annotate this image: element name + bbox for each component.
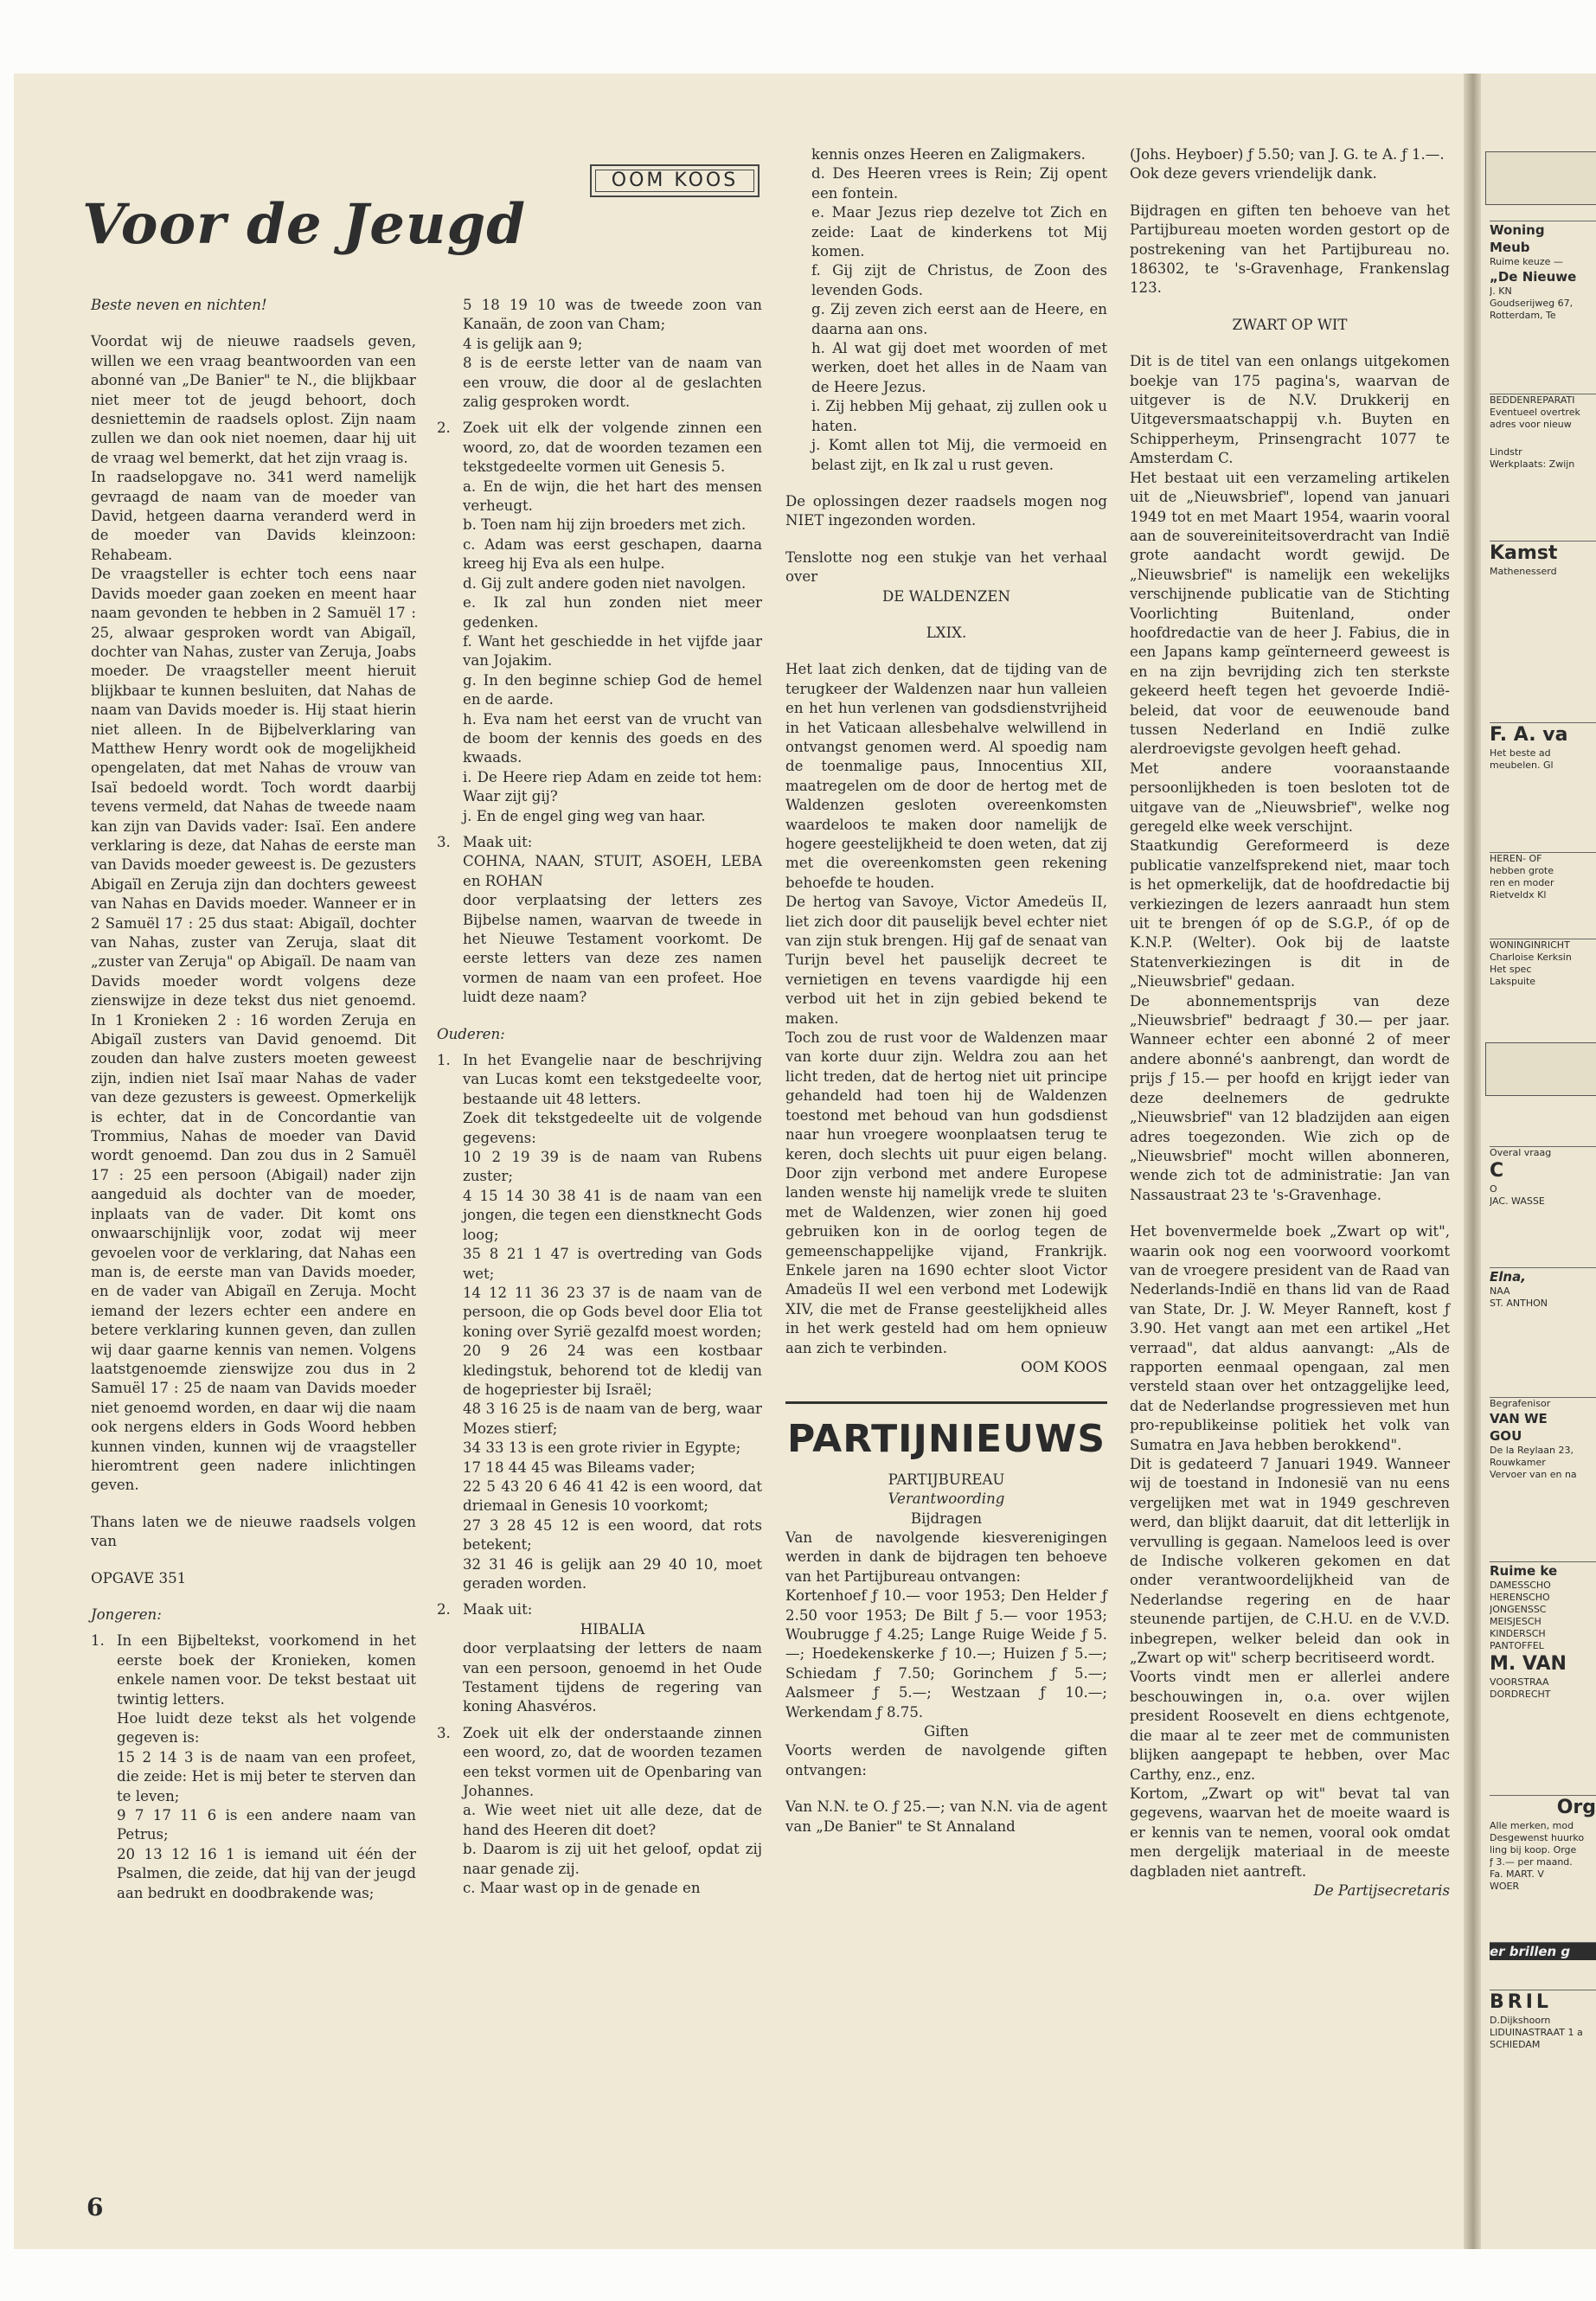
item-text: Maak uit:: [463, 833, 533, 850]
ad-line: ƒ 3.— per maand.: [1490, 1856, 1573, 1868]
ad-line: Alle merken, mod: [1490, 1820, 1574, 1831]
paragraph: Van de navolgende kiesverenigingen werden in dank de bijdragen ten behoeve van het Partijbureau ontvangen:: [785, 1529, 1107, 1585]
item-number: 2.: [437, 1601, 451, 1618]
ad-line: Eventueel overtrek: [1490, 407, 1580, 418]
item-number: 1.: [91, 1632, 105, 1650]
clue-line: 32 31 46 is gelijk aan 29 40 10, moet geraden worden.: [463, 1555, 762, 1592]
clue-line: 35 8 21 1 47 is overtreding van Gods wet;: [463, 1246, 762, 1282]
ad-line: BRIL: [1490, 1991, 1552, 2013]
ad-line: VOORSTRAA: [1490, 1676, 1549, 1688]
column-4: [1130, 145, 1450, 1900]
riddle-item: [437, 1600, 762, 1619]
ad-line: Lakspuite: [1490, 976, 1536, 987]
ad-line: Goudserijweg 67,: [1490, 298, 1574, 309]
clue-line: i. De Heere riep Adam en zeide tot hem: Waar zijt gij?: [463, 768, 762, 805]
ad-line: HERENSCHO: [1490, 1592, 1550, 1603]
ad-line: JONGENSSC: [1490, 1604, 1547, 1615]
clue-line: c. Maar wast op in de genade en: [463, 1880, 701, 1897]
ad-line: Ruime keuze —: [1490, 256, 1563, 267]
ad-line: Meub: [1490, 240, 1530, 255]
clue-line: 8 is de eerste letter van de naam van een vrouw, die door al de geslachten zalig gesproken wordt.: [463, 355, 762, 411]
section-subtitle: ZWART OP WIT: [1232, 316, 1348, 333]
ad-line: NAA: [1490, 1285, 1510, 1297]
ad-line: Woning: [1490, 222, 1545, 238]
clue-line: kennis onzes Heeren en Zaligmakers.: [811, 146, 1086, 163]
clue-line: 27 3 28 45 12 is een woord, dat rots betekent;: [463, 1516, 762, 1554]
ad-block: [1490, 394, 1596, 471]
paragraph: In raadselopgave no. 341 werd namelijk gevraagd de naam van de moeder van David, hetgeen daarna veranderd werd in de moeder van Davids kleinzoon: Rehabeam.: [91, 469, 416, 563]
paragraph: Met andere vooraanstaande persoonlijkheden is toen besloten tot de uitgave van de „Nieuwsbrief", welke nog geregeld elke week verschijnt.: [1130, 760, 1450, 835]
clue-line: e. Ik zal hun zonden niet meer gedenken.: [463, 594, 762, 631]
clue-line: e. Maar Jezus riep dezelve tot Zich en zeide: Laat de kinderkens tot Mij komen.: [811, 204, 1107, 260]
ad-line: hebben grote: [1490, 865, 1554, 876]
ad-line: LIDUINASTRAAT 1 a: [1490, 2027, 1583, 2038]
ad-line: Werkplaats: Zwijn: [1490, 458, 1575, 470]
ad-line: Charloise Kerksin: [1490, 952, 1572, 963]
paragraph: Van N.N. te O. ƒ 25.—; van N.N. via de agent van „De Banier" te St Annaland: [785, 1798, 1107, 1835]
ad-line: Desgewenst huurko: [1490, 1832, 1585, 1843]
clue-line: 22 5 43 20 6 46 41 42 is een woord, dat driemaal in Genesis 10 voorkomt;: [463, 1477, 762, 1515]
item-question: Zoek dit tekstgedeelte uit de volgende gegevens:: [463, 1110, 762, 1146]
clue-line: g. In den beginne schiep God de hemel en de aarde.: [463, 671, 762, 708]
story-intro: Tenslotte nog een stukje van het verhaal over: [785, 548, 1107, 586]
item-text: Zoek uit elk der volgende zinnen een woord, zo, dat de woorden tezamen een tekstgedeelte vormen uit Genesis 5.: [463, 420, 762, 476]
signature: OOM KOOS: [1021, 1358, 1107, 1375]
riddle-item: [437, 419, 762, 477]
clue-line: j. En de engel ging weg van haar.: [463, 807, 706, 824]
ad-line: Begrafenisor: [1490, 1398, 1551, 1409]
ad-line: MEISJESCH: [1490, 1616, 1542, 1627]
ad-line: adres voor nieuw: [1490, 419, 1572, 430]
clue-line: 5 18 19 10 was de tweede zoon van Kanaän, de zoon van Cham;: [463, 297, 762, 333]
clue-line: 20 9 26 24 was een kostbaar kledingstuk, behorend tot de kledij van de hogepriester bij Israël;: [463, 1343, 762, 1398]
section-subtitle: Giften: [924, 1723, 969, 1740]
ad-block: [1490, 1942, 1596, 1960]
column-1: [91, 296, 416, 1903]
ad-box: [1485, 1042, 1596, 1096]
clue-line: f. Gij zijt de Christus, de Zoon des levenden Gods.: [811, 262, 1107, 298]
paragraph: Thans laten we de nieuwe raadsels volgen van: [91, 1513, 416, 1550]
clue-line: g. Zij zeven zich eerst aan de Heere, en daarna aan ons.: [811, 301, 1107, 337]
ad-line: Rouwkamer: [1490, 1457, 1546, 1468]
ad-block: [1490, 1795, 1596, 1893]
item-question: Hoe luidt deze tekst als het volgende gegeven is:: [117, 1710, 416, 1747]
ad-block: [1490, 541, 1596, 578]
clue-line: c. Adam was eerst geschapen, daarna kreeg hij Eva als een hulpe.: [463, 535, 762, 573]
paragraph: Het laat zich denken, dat de tijding van de terugkeer der Waldenzen naar hun valleien en het hun verlenen van godsdienstvrijheid in het Vaticaan allesbehalve welwillend in ontvangst genomen werd. Al spoedig nam de toenmalige paus, Innocentius XII, maatregelen om de door de hertog met de Waldenzen gesloten overeenkomsten waardeloos te maken door namelijk de hogere geestelijkheid te doen weten, dat zij met die overeenkomsten geen rekening behoefde te houden.: [785, 661, 1107, 891]
paragraph: Voorts werden de navolgende giften ontvangen:: [785, 1742, 1107, 1779]
ad-line: „De Nieuwe: [1490, 269, 1577, 285]
ouderen-label: Ouderen:: [437, 1025, 505, 1042]
section-divider: [785, 1401, 1107, 1404]
clue-line: 17 18 44 45 was Bileams vader;: [463, 1458, 695, 1476]
ad-line: O: [1490, 1183, 1497, 1195]
clue-line: 20 13 12 16 1 is iemand uit één der Psalmen, die zeide, dat hij van der jeugd aan bedrukt en doodbrakende was;: [117, 1845, 416, 1901]
ad-line: VAN WE: [1490, 1411, 1548, 1426]
riddle-item: [91, 1631, 416, 1709]
page-number: 6: [87, 2193, 104, 2221]
paragraph: Bijdragen en giften ten behoeve van het Partijbureau moeten worden gestort op de postrekening van het Partijbureau no. 186302, te 's-Gravenhage, Frankenslag 123.: [1130, 202, 1450, 297]
oom-koos-badge: OOM KOOS: [590, 164, 760, 197]
clue-line: 4 is gelijk aan 9;: [463, 335, 583, 352]
clue-line: d. Des Heeren vrees is Rein; Zij opent een fontein.: [811, 165, 1107, 202]
paragraph: Dit is gedateerd 7 Januari 1949. Wanneer wij de toestand in Indonesië van nu eens vergelijken met wat in 1949 geschreven werd, dan blijkt daaruit, dat dit letterlijk in vervulling is gegaan. Nameloos leed is over de Indische volkeren gekomen en dat onder verantwoordelijkheid van de Nederlandse regering en de haar steunende partijen, de C.H.U. en de V.V.D. inbegrepen, welker beleid dan ook in „Zwart op wit" scherp becritiseerd wordt.: [1130, 1456, 1450, 1667]
section-subtitle: Bijdragen: [910, 1509, 983, 1527]
riddle-item: [437, 1724, 762, 1802]
clue-line: door verplaatsing der letters zes Bijbelse namen, waarvan de tweede in het Nieuwe Testament voorkomt. De eerste letters van deze zes namen vormen de naam van een profeet. Hoe luidt deze naam?: [463, 892, 762, 1006]
ad-line: Kamst: [1490, 542, 1558, 564]
ad-line: BEDDENREPARATI: [1490, 394, 1575, 406]
ad-block: [1490, 221, 1596, 322]
ad-line: Mathenesserd: [1490, 566, 1557, 577]
clue-line: h. Al wat gij doet met woorden of met werken, doet het alles in de Naam van de Heere Jezus.: [811, 340, 1107, 395]
jongeren-label: Jongeren:: [91, 1606, 162, 1623]
paragraph: (Johs. Heyboer) ƒ 5.50; van J. G. te A. ƒ 1.—.: [1130, 146, 1445, 163]
clue-line: j. Komt allen tot Mij, die vermoeid en belast zijt, en Ik zal u rust geven.: [811, 437, 1107, 473]
ad-line: J. KN: [1490, 285, 1512, 297]
clue-line: b. Daarom is zij uit het geloof, opdat zij naar genade zij.: [463, 1841, 762, 1877]
section-subtitle: Verantwoording: [888, 1490, 1005, 1508]
ad-line: SCHIEDAM: [1490, 2039, 1541, 2050]
column-2: [437, 296, 762, 1899]
item-text: In het Evangelie naar de beschrijving van Lucas komt een tekstgedeelte voor, bestaande uit 48 letters.: [463, 1052, 762, 1107]
ad-line: F. A. va: [1490, 724, 1568, 746]
riddle-words: HIBALIA: [580, 1620, 645, 1638]
ad-line: De la Reylaan 23,: [1490, 1445, 1574, 1456]
ad-line: ST. ANTHON: [1490, 1298, 1548, 1309]
paragraph: Dit is de titel van een onlangs uitgekomen boekje van 175 pagina's, waarvan de uitgever is de N.V. Drukkerij en Uitgeversmaatschappij v.h. Buyten en Schipperheym, Prinsengracht 1077 te Amsterdam C.: [1130, 353, 1450, 467]
item-number: 1.: [437, 1052, 451, 1069]
ad-block: [1490, 1990, 1596, 2051]
section-title: PARTIJNIEUWS: [786, 1417, 1106, 1462]
clue-line: 4 15 14 30 38 41 is de naam van een jongen, die tegen een dienstknecht Gods loog;: [463, 1187, 762, 1243]
paragraph: Staatkundig Gereformeerd is deze publicatie vanzelfsprekend niet, maar toch is het opmerkelijk, dat de hoofdredactie bij verkiezingen de lezers aanraadt hun stem uit te brengen óf op de S.G.P., óf op de K.N.P. (Welter). Ook bij de laatste Statenverkiezingen is dit in de „Nieuwsbrief" gedaan.: [1130, 837, 1450, 990]
clue-line: 34 33 13 is een grote rivier in Egypte;: [463, 1439, 741, 1457]
ad-line: Vervoer van en na: [1490, 1469, 1577, 1480]
ad-block: [1490, 1267, 1596, 1310]
paragraph: Kortenhoef ƒ 10.— voor 1953; Den Helder ƒ 2.50 voor 1953; De Bilt ƒ 5.— voor 1953; Woubrugge ƒ 4.25; Lange Ruige Weide ƒ 5.—; Hoedekenskerke ƒ 10.—; Huizen ƒ 5.—; Schiedam ƒ 7.50; Gorinchem ƒ 5.—; Aalsmeer ƒ 5.—; Westzaan ƒ 10.—; Werkendam ƒ 8.75.: [785, 1587, 1107, 1721]
opgave-heading: OPGAVE 351: [91, 1569, 187, 1586]
paragraph: Voordat wij de nieuwe raadsels geven, willen we een vraag beantwoorden van een abonné van „De Banier" te N., die blijkbaar niet meer tot de jeugd behoort, doch desniettemin de raadsels oplost. Zijn naam zullen we dan ook niet noemen, daar hij uit de vraag wel bemerkt, dat het zijn vraag is.: [91, 333, 416, 466]
ad-line: GOU: [1490, 1428, 1522, 1444]
paragraph: De abonnementsprijs van deze „Nieuwsbrief" bedraagt ƒ 30.— per jaar. Wanneer echter een abonné 2 of meer andere abonné's aanbrengt, dan wordt de prijs ƒ 15.— per hoofd en krijgt ieder van deze deelnemers de gedrukte „Nieuwsbrief" van 12 bladzijden aan eigen adres toegezonden. Wie zich op de „Nieuwsbrief" mocht willen abonneren, wende zich tot de administratie: Jan van Nassaustraat 23 te 's-Gravenhage.: [1130, 992, 1450, 1203]
item-number: 2.: [437, 420, 451, 437]
paragraph: Voorts vindt men er allerlei andere beschouwingen in, o.a. over wijlen president Roosevelt en diens echtgenote, die maar al te zeer met de communisten blijken aangepapt te hebben, over Mac Carthy, enz., enz.: [1130, 1669, 1450, 1783]
ad-line: Rietveldx Kl: [1490, 889, 1547, 901]
item-number: 3.: [437, 1724, 451, 1741]
ad-line: JAC. WASSE: [1490, 1195, 1545, 1207]
ad-line: Lindstr: [1490, 446, 1522, 458]
paragraph: Het bestaat uit een verzameling artikelen uit de „Nieuwsbrief", lopend van januari 1949 tot en met Maart 1954, waarin vooral aan de souvereiniteitsoverdracht van Indië grote aandacht wordt gewijd. De „Nieuwsbrief" is namelijk een wekelijks verschijnende publicatie van de Stichting Voorlichting Buitenland, onder hoofdredactie van de heer J. Fabius, die in een Japans kamp geïnterneerd geweest is en na zijn bevrijding zich ten sterkste gekeerd heeft tegen het gevoerde Indië-beleid, dat voor de eeuwenoude band tussen Nederland en Indië zulke alerdroevigste gevolgen heeft gehad.: [1130, 469, 1450, 758]
ad-line: Het spec: [1490, 964, 1532, 975]
ad-block: [1490, 722, 1596, 772]
item-number: 3.: [437, 833, 451, 850]
greeting: Beste neven en nichten!: [91, 297, 267, 313]
ad-line: Rotterdam, Te: [1490, 310, 1556, 321]
ad-block: [1490, 939, 1596, 988]
ad-line: PANTOFFEL: [1490, 1640, 1544, 1651]
ad-line: C: [1490, 1160, 1504, 1182]
story-chapter: LXIX.: [926, 624, 967, 641]
clue-line: 10 2 19 39 is de naam van Rubens zuster;: [463, 1149, 762, 1185]
ad-line: ling bij koop. Orge: [1490, 1844, 1577, 1856]
ad-block: [1490, 1397, 1596, 1481]
ad-line: er brillen g: [1490, 1944, 1571, 1959]
ad-box: [1485, 151, 1596, 205]
paragraph: De hertog van Savoye, Victor Amedeüs II, liet zich door dit pauselijk bevel echter niet van zijn stuk brengen. Hij gaf de senaat van Turijn bevel het pauselijk decreet te vernietigen en tevens vaardigde hij een verbod uit het in zijn gebied bekend te maken.: [785, 894, 1107, 1027]
adjacent-page: [1481, 74, 1596, 2249]
solutions-note: De oplossingen dezer raadsels mogen nog NIET ingezonden worden.: [785, 492, 1107, 529]
paragraph: Kortom, „Zwart op wit" bevat tal van gegevens, waarvan het de moeite waard is er kennis van te nemen, vooral ook omdat men dergelijk materiaal in de meeste dagbladen niet aantreft.: [1130, 1785, 1450, 1880]
clue-line: 48 3 16 25 is de naam van de berg, waar Mozes stierf;: [463, 1400, 762, 1437]
ad-block: [1490, 1561, 1596, 1701]
signature: De Partijsecretaris: [1313, 1881, 1450, 1899]
ad-line: Het beste ad: [1490, 747, 1551, 759]
ad-line: meubelen. Gl: [1490, 760, 1554, 771]
paragraph: Toch zou de rust voor de Waldenzen maar van korte duur zijn. Weldra zou aan het licht treden, dat de hertog niet uit principe gehandeld had toen hij de Waldenzen toestond met behoud van hun godsdienst naar hun vroegere woonplaatsen terug te keren, doch slechts uit puur eigen belang. Door zijn verbond met andere Europese landen wenste hij namelijk vrede te sluiten met de Waldenzen, wier zonen hij goed gebruiken kon in de oorlog tegen de gemeenschappelijke vijand, Frankrijk. Enkele jaren na 1690 echter sloot Victor Amadeüs II wel een verbond met Lodewijk XIV, die met de Franse geestelijkheid alles in het werk gesteld had om hem opnieuw aan zich te verbinden.: [785, 1029, 1107, 1356]
paragraph: Het bovenvermelde boek „Zwart op wit", waarin ook nog een voorwoord voorkomt van de vroegere president van de Raad van Nederlands-Indië en thans lid van de Raad van State, Dr. J. W. Meyer Ranneft, kost ƒ 3.90. Het vangt aan met een artikel „Het verraad", dat aldus aanvangt: „Als de rapporten eenmaal opengaan, zal men versteld staan over het ontzaggelijke leed, dat de Nederlandse progressieven met hun pro-republikeinse politiek het volk van Sumatra en Java hebben berokkend".: [1130, 1223, 1450, 1453]
ad-line: Overal vraag: [1490, 1147, 1552, 1158]
paragraph: Ook deze gevers vriendelijk dank.: [1130, 165, 1377, 183]
ad-line: WOER: [1490, 1881, 1520, 1892]
item-text: In een Bijbeltekst, voorkomend in het eerste boek der Kronieken, komen enkele namen voor. De tekst bestaat uit twintig letters.: [117, 1632, 416, 1708]
clue-line: a. En de wijn, die het hart des mensen verheugt.: [463, 478, 762, 515]
clue-line: door verplaatsing der letters de naam van een persoon, genoemd in het Oude Testament tijdens de regering van koning Ahasvéros.: [463, 1640, 762, 1715]
ad-line: D.Dijkshoorn: [1490, 2015, 1551, 2026]
column-3: [785, 145, 1107, 1836]
ad-line: Fa. MART. V: [1490, 1868, 1544, 1880]
ad-line: Ruime ke: [1490, 1563, 1558, 1579]
clue-line: b. Toen nam hij zijn broeders met zich.: [463, 516, 747, 534]
ad-block: [1490, 852, 1596, 901]
story-title: DE WALDENZEN: [881, 587, 1011, 605]
clue-line: a. Wie weet niet uit alle deze, dat de hand des Heeren dit doet?: [463, 1802, 762, 1838]
riddle-item: [437, 833, 762, 852]
ad-line: Elna,: [1490, 1269, 1526, 1285]
section-subtitle: PARTIJBUREAU: [888, 1471, 1005, 1488]
clue-line: d. Gij zult andere goden niet navolgen.: [463, 574, 747, 592]
ad-line: M. VAN: [1490, 1653, 1567, 1675]
riddle-item: [437, 1051, 762, 1109]
page-title: Voor de Jeugd: [82, 192, 526, 257]
ad-line: DORDRECHT: [1490, 1689, 1551, 1700]
ad-line: ren en moder: [1490, 877, 1554, 888]
clue-line: i. Zij hebben Mij gehaat, zij zullen ook u haten.: [811, 398, 1107, 434]
page-fold: [1464, 74, 1483, 2249]
ad-block: [1490, 1146, 1596, 1208]
ad-line: KINDERSCH: [1490, 1628, 1546, 1639]
ad-line: WONINGINRICHT: [1490, 939, 1570, 951]
item-text: Zoek uit elk der onderstaande zinnen een woord, zo, dat de woorden tezamen een tekst vormen uit de Openbaring van Johannes.: [463, 1724, 762, 1800]
ad-line: Org: [1556, 1797, 1596, 1818]
clue-line: h. Eva nam het eerst van de vrucht van de boom der kennis des goeds en des kwaads.: [463, 710, 762, 766]
clue-line: f. Want het geschiedde in het vijfde jaar van Jojakim.: [463, 632, 762, 670]
paragraph: De vraagsteller is echter toch eens naar Davids moeder gaan zoeken en meent haar naam gevonden te hebben in 2 Samuël 17 : 25, alwaar gesproken wordt van Abigaïl, dochter van Nahas, zuster van Zeruja, Joabs moeder. De vraagsteller meent hieruit blijkbaar te kunnen besluiten, dat Nahas de naam van Davids moeder is. Hij staat hierin niet alleen. In de Bijbelverklaring van Matthew Henry wordt ook de mogelijkheid opengelaten, dat met Nahas de vrouw van Isaï bedoeld wordt. Toch wordt daarbij tevens vermeld, dat Nahas de tweede naam kan zijn van Davids vader: Isaï. Een andere verklaring is deze, dat Nahas de eerste man van Davids moeder geweest is. De gezusters Abigaïl en Zeruja zijn dan dochters geweest van Nahas en Davids moeder. Wanneer er in 2 Samuël 17 : 25 dus staat: Abigaïl, dochter van Nahas, zuster van Zeruja, slaat dit „zuster van Zeruja" op Abigaïl. De naam van Davids moeder wordt volgens deze zienswijze in deze tekst dus niet genoemd. In 1 Kronieken 2 : 16 worden Zeruja en Abigaïl zusters van David genoemd. Dit zouden dan halve zusters moeten geweest zijn, indien niet Isaï maar Nahas de vader van deze gezusters is geweest. Opmerkelijk is echter, dat in de Concordantie van Trommius, Nahas de moeder van David wordt genoemd. Dan zou dus in 2 Samuël 17 : 25 een persoon (Abigail) nader zijn aangeduid als dochter van de moeder, inplaats van de vader. Dit komt ons onwaarschijnlijk voor, zodat wij meer gevoelen voor de verklaring, dat Nahas een man is, de eerste man van Davids moeder, en de vader van Abigaïl en Zeruja. Mocht iemand der lezers echter een andere en betere verklaring kunnen geven, dan zullen wij daar gaarne kennis van nemen. Volgens laatstgenoemde zienswijze zou dus in 2 Samuël 17 : 25 de naam van Davids moeder niet genoemd worden, en daar wij die naam ook nergens elders in Gods Woord hebben kunnen vinden, kunnen wij de vraagsteller hieromtrent geen nadere inlichtingen geven.: [91, 566, 416, 1494]
ad-line: DAMESSCHO: [1490, 1580, 1551, 1591]
ad-line: HEREN- OF: [1490, 853, 1542, 864]
clue-line: 9 7 17 11 6 is een andere naam van Petrus;: [117, 1807, 416, 1843]
riddle-words: COHNA, NAAN, STUIT, ASOEH, LEBA en ROHAN: [463, 853, 762, 889]
item-text: Maak uit:: [463, 1601, 533, 1618]
clue-line: 14 12 11 36 23 37 is de naam van de persoon, die op Gods bevel door Elia tot koning over Syrië gezalfd moest worden;: [463, 1284, 762, 1340]
clue-line: 15 2 14 3 is de naam van een profeet, die zeide: Het is mij beter te sterven dan te leven;: [117, 1748, 416, 1804]
